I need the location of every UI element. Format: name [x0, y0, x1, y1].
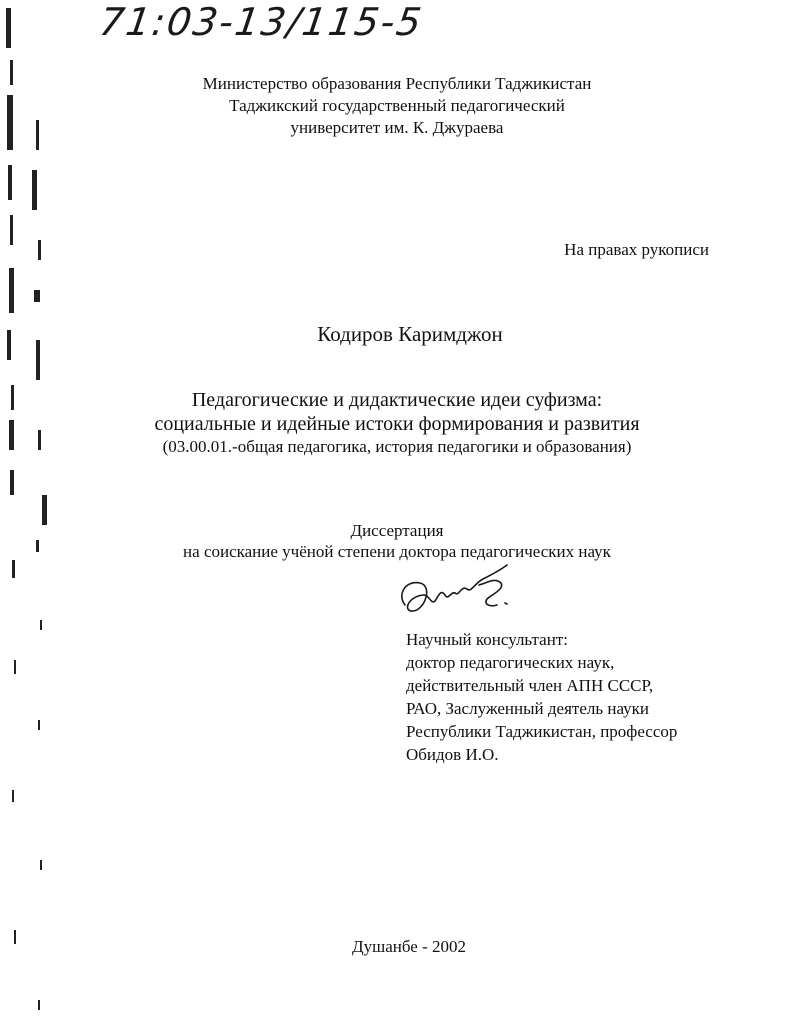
consultant-line-2: доктор педагогических наук, — [406, 653, 615, 672]
scan-edge-artifacts — [0, 0, 60, 1025]
institution-line-1: Министерство образования Республики Таджикистан — [202, 74, 592, 93]
signature-mark — [395, 555, 525, 635]
consultant-line-1: Научный консультант: — [406, 630, 568, 649]
title-line-2: социальные и идейные истоки формирования и развития — [154, 413, 640, 435]
specialty-code: (03.00.01.-общая педагогика, история педагогики и образования) — [162, 437, 632, 456]
institution-line-3: университет им. К. Джураева — [290, 118, 504, 137]
consultant-line-4: РАО, Заслуженный деятель науки — [406, 699, 649, 718]
title-line-1: Педагогические и дидактические идеи суфизма: — [191, 389, 603, 411]
institution-block — [0, 73, 794, 139]
consultant-block — [406, 628, 677, 766]
degree-line-2: на соискание учёной степени доктора педагогических наук — [183, 542, 611, 561]
consultant-line-6: Обидов И.О. — [406, 745, 499, 764]
manuscript-note: На правах рукописи — [564, 240, 709, 259]
consultant-line-5: Республики Таджикистан, профессор — [406, 722, 678, 741]
city-year: Душанбе - 2002 — [352, 937, 466, 956]
consultant-line-3: действительный член АПН СССР, — [406, 676, 654, 695]
dissertation-title — [0, 388, 794, 458]
institution-line-2: Таджикский государственный педагогический — [229, 96, 565, 115]
author-name: Кодиров Каримджон — [317, 322, 503, 346]
degree-line-1: Диссертация — [350, 521, 444, 540]
catalog-code: 71:03-13/115-5 — [96, 0, 426, 44]
